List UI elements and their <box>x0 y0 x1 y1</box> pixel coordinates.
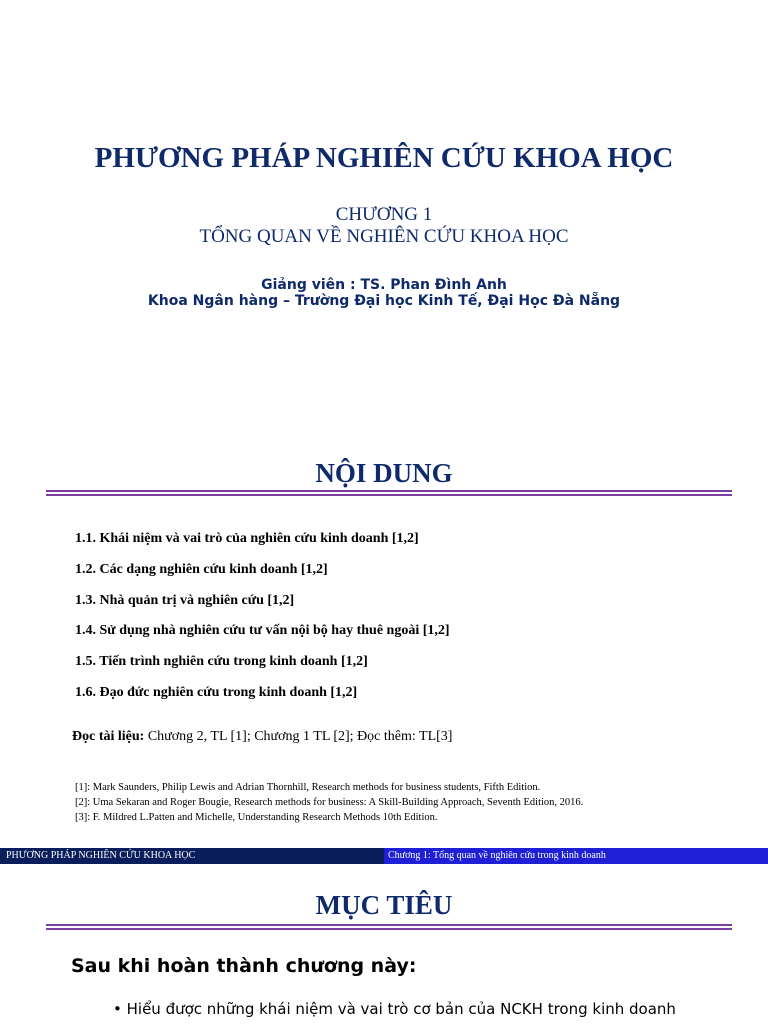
list-item: 1.2. Các dạng nghiên cứu kinh doanh [1,2] <box>75 561 328 577</box>
objectives-rule-top <box>46 924 732 926</box>
list-item: 1.1. Khái niệm và vai trò của nghiên cứu kinh doanh [1,2] <box>75 531 419 546</box>
reading-line <box>72 729 452 745</box>
bullet-text: Hiểu được những khái niệm và vai trò cơ bản của NCKH trong kinh doanh <box>126 1000 676 1018</box>
objectives-rule-bottom <box>46 928 732 930</box>
reference-item: [3]: F. Mildred L.Patten and Michelle, Understanding Research Methods 10th Edition. <box>75 812 438 823</box>
faculty-name: Khoa Ngân hàng – Trường Đại học Kinh Tế, Đại Học Đà Nẵng <box>147 293 621 309</box>
bullet-glyph: • <box>113 1000 127 1018</box>
list-item <box>113 1000 676 1018</box>
list-item: 1.4. Sử dụng nhà nghiên cứu tư vấn nội bộ hay thuê ngoài [1,2] <box>75 623 450 639</box>
footer-left-text: PHƯƠNG PHÁP NGHIÊN CỨU KHOA HỌC <box>6 850 196 861</box>
list-item: 1.3. Nhà quản trị và nghiên cứu [1,2] <box>75 592 295 608</box>
contents-list <box>75 529 450 714</box>
reading-label: Đọc tài liệu: <box>72 729 145 744</box>
lecturer-name: Giảng viên : TS. Phan Đình Anh <box>261 277 507 293</box>
chapter-title: TỔNG QUAN VỀ NGHIÊN CỨU KHOA HỌC <box>199 226 569 247</box>
footer-course-title <box>0 848 384 864</box>
objectives-heading: MỤC TIÊU <box>315 890 453 920</box>
reading-text: Chương 2, TL [1]; Chương 1 TL [2]; Đọc thêm: TL[3] <box>144 729 453 744</box>
reference-item: [2]: Uma Sekaran and Roger Bougie, Research methods for business: A Skill-Building Approach, Seventh Edition, 2016. <box>75 797 584 808</box>
footer-chapter-title <box>384 848 768 864</box>
reference-item: [1]: Mark Saunders, Philip Lewis and Adrian Thornhill, Research methods for business students, Fifth Edition. <box>75 782 541 793</box>
contents-heading: NỘI DUNG <box>315 458 453 488</box>
objectives-intro: Sau khi hoàn thành chương này: <box>71 955 417 977</box>
document-title: PHƯƠNG PHÁP NGHIÊN CỨU KHOA HỌC <box>94 142 674 174</box>
heading-rule-top <box>46 490 732 492</box>
list-item: 1.6. Đạo đức nghiên cứu trong kinh doanh [1,2] <box>75 684 358 700</box>
footer-right-text: Chương 1: Tổng quan về nghiên cứu trong kinh doanh <box>388 850 606 861</box>
heading-rule-bottom <box>46 494 732 496</box>
references <box>75 780 583 825</box>
chapter-block <box>0 204 768 248</box>
list-item: 1.5. Tiến trình nghiên cứu trong kinh doanh [1,2] <box>75 654 368 670</box>
lecturer-block <box>0 277 768 309</box>
chapter-number: CHƯƠNG 1 <box>335 204 433 225</box>
